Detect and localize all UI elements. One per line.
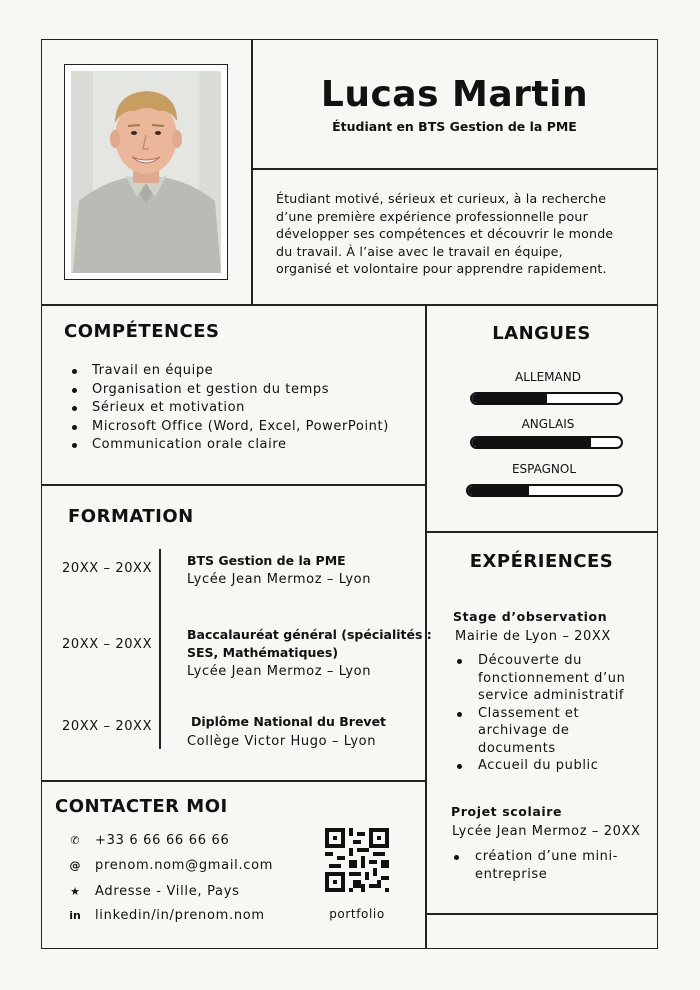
divider [426,531,657,533]
experience-tasks [451,848,618,883]
task-line: documents [478,740,556,756]
contact-text: Adresse - Ville, Pays [95,884,240,899]
degree-line: Baccalauréat général (spécialités : [187,627,432,642]
divider [42,484,426,486]
task-line: Découverte du [478,653,582,668]
task-item [454,652,625,705]
education-years: 20XX – 20XX [62,561,153,576]
contact-linkedin[interactable] [68,908,265,923]
language-label: ALLEMAND [515,370,581,384]
language-level-fill [472,394,547,403]
language-level-bar [466,484,623,497]
avatar [71,71,221,273]
task-line: entreprise [475,866,548,882]
divider [426,913,657,915]
contact-text: +33 6 66 66 66 66 [95,833,230,848]
contact-title: CONTACTER MOI [55,796,228,817]
divider [252,168,657,170]
language-level-bar [470,392,623,405]
task-line: archivage de [478,723,570,738]
language-label: ANGLAIS [521,417,575,431]
task-line: création d’une mini- [475,849,619,864]
task-item [451,848,618,883]
contact-address [68,884,240,899]
linkedin-icon: in [69,909,81,922]
experience-title: EXPÉRIENCES [469,551,614,572]
task-line: service administratif [478,688,625,703]
task-line: Classement et [478,705,580,721]
skill-item: Sérieux et motivation [66,399,389,418]
skill-item: Travail en équipe [66,362,389,381]
degree-line: SES, Mathématiques) [187,645,339,660]
profile-summary [276,190,646,278]
experience-role: Stage d’observation [453,609,608,624]
task-line: Accueil du public [478,758,599,773]
language-label: ESPAGNOL [511,462,577,476]
summary-line: d’une première expérience professionnelle pour [276,208,588,224]
summary-line: Étudiant motivé, sérieux et curieux, à la recherche [276,191,607,206]
skill-item: Microsoft Office (Word, Excel, PowerPoint) [66,418,389,437]
task-line: fonctionnement d’un [478,670,626,686]
education-years: 20XX – 20XX [62,637,153,652]
education-degree [187,626,432,662]
profile-photo [64,64,228,280]
languages-title: LANGUES [492,323,591,344]
task-item [454,757,625,775]
education-title: FORMATION [68,506,194,527]
experience-role: Projet scolaire [451,804,563,819]
education-school: Collège Victor Hugo – Lyon [187,734,377,749]
education-years: 20XX – 20XX [62,719,153,734]
qr-code[interactable] [325,828,389,892]
skills-list [66,362,389,455]
summary-line: développer ses compétences et découvrir le monde [276,226,614,241]
contact-email[interactable] [68,858,273,873]
phone-icon: ✆ [70,834,80,847]
contact-text: prenom.nom@gmail.com [95,858,274,873]
contact-text: linkedin/in/prenom.nom [95,908,265,923]
education-school: Lycée Jean Mermoz – Lyon [187,572,372,587]
language-level-fill [468,486,529,495]
candidate-subtitle: Étudiant en BTS Gestion de la PME [332,119,577,134]
education-degree: BTS Gestion de la PME [187,553,346,568]
summary-line: du travail. À l’aise avec le travail en équipe, [276,243,563,259]
divider [42,304,657,306]
divider [42,780,426,782]
language-level-bar [470,436,623,449]
language-level-fill [472,438,591,447]
skill-item: Organisation et gestion du temps [66,381,389,400]
at-icon: @ [69,859,81,872]
experience-tasks [454,652,625,775]
contact-phone[interactable] [68,833,229,848]
experience-place: Lycée Jean Mermoz – 20XX [452,824,641,839]
location-icon: ★ [70,885,80,898]
candidate-name: Lucas Martin [320,74,589,115]
task-item [454,705,625,758]
education-school: Lycée Jean Mermoz – Lyon [187,664,372,679]
skill-item: Communication orale claire [66,436,389,455]
timeline-line [159,549,161,749]
education-degree: Diplôme National du Brevet [191,714,387,729]
summary-line: organisé et volontaire pour apprendre rapidement. [276,261,607,276]
skills-title: COMPÉTENCES [64,321,220,342]
qr-label: portfolio [329,907,385,921]
experience-place: Mairie de Lyon – 20XX [455,629,611,644]
